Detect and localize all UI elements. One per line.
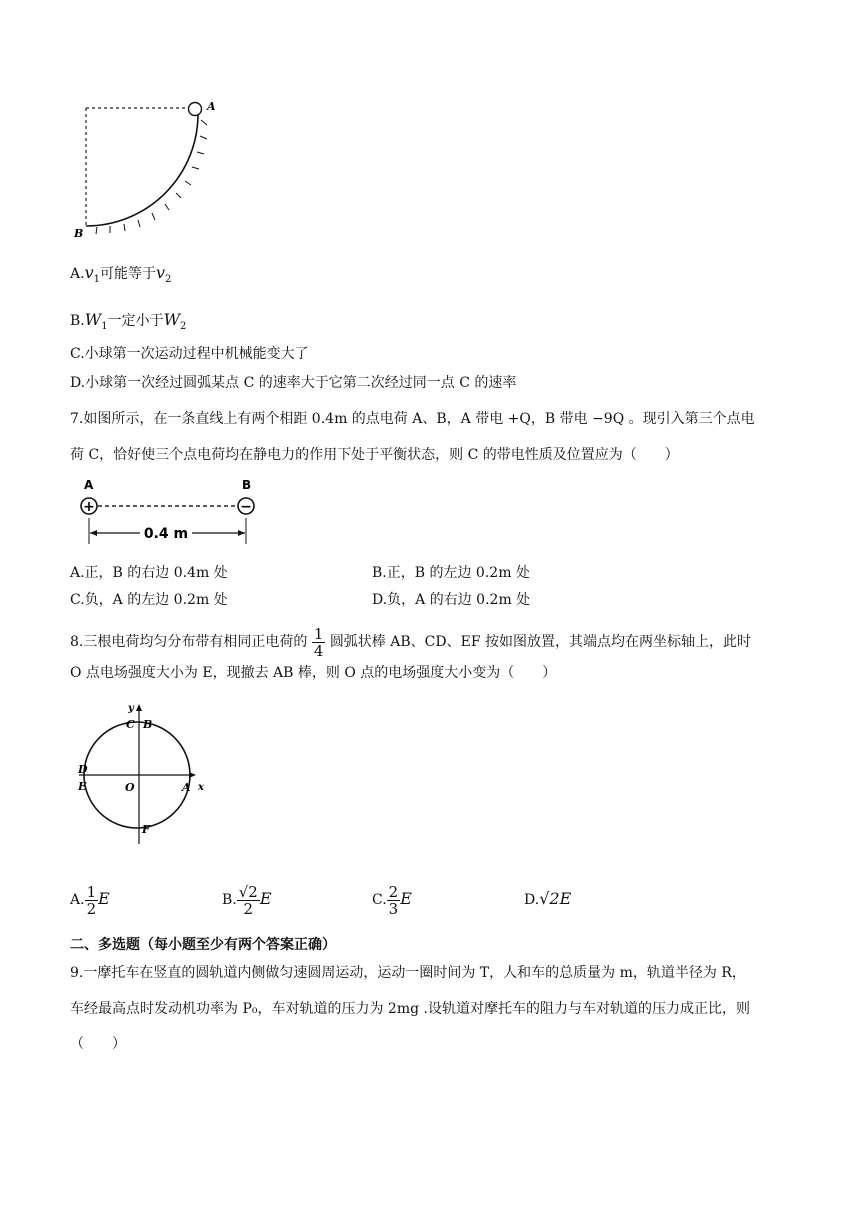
- symbol-w1: W: [84, 310, 102, 329]
- label-a: A: [84, 478, 94, 492]
- option-text: 一定小于: [107, 313, 164, 329]
- symbol-v1: v: [84, 263, 94, 282]
- option-prefix: D.: [524, 892, 540, 908]
- point-d: D: [78, 763, 88, 776]
- q6-option-a: [70, 264, 171, 289]
- fraction: [237, 884, 260, 917]
- fraction: [387, 884, 401, 917]
- option-text: 可能等于: [99, 266, 156, 282]
- q6-figure: [70, 96, 230, 246]
- fraction-quarter: [312, 626, 326, 659]
- fraction: [85, 884, 99, 917]
- q8-line1: [70, 624, 751, 660]
- symbol-e: E: [259, 889, 272, 908]
- symbol-w2: W: [163, 310, 181, 329]
- option-prefix: A.: [70, 266, 85, 282]
- q8-option-d: [524, 880, 571, 919]
- frac-den: 4: [313, 641, 324, 660]
- option-prefix: C.: [372, 892, 387, 908]
- q8-option-a: [70, 880, 110, 919]
- point-b: B: [143, 718, 153, 731]
- label-a: A: [207, 100, 216, 113]
- arrow-right: [238, 530, 245, 536]
- q9-line2: 车经最高点时发动机功率为 P₀，车对轨道的压力为 2mg .设轨道对摩托车的阻力与车对轨道的压力成正比，则: [70, 1001, 750, 1017]
- sub-1: 1: [101, 320, 108, 332]
- minus-sign: −: [240, 499, 252, 515]
- arrow-left: [90, 530, 97, 536]
- symbol-e: E: [98, 889, 110, 908]
- point-f: F: [142, 823, 150, 836]
- frac-num: 2: [388, 882, 399, 901]
- symbol-v2: v: [155, 263, 166, 282]
- track-hatching: [96, 120, 207, 234]
- q8-line1-pre: 8.三根电荷均匀分布带有相同正电荷的: [70, 634, 308, 650]
- sqrt2-e: √2E: [539, 889, 572, 908]
- q8-line1-post: 圆弧状棒 AB、CD、EF 按如图放置，其端点均在两坐标轴上，此时: [329, 634, 751, 650]
- frac-den: 2: [86, 899, 97, 918]
- axis-label-x: x: [198, 782, 204, 793]
- q6-option-b: [70, 311, 186, 336]
- q7-option-a: A.正，B 的右边 0.4m 处: [70, 565, 228, 581]
- sub-2: 2: [165, 273, 172, 285]
- point-c: C: [126, 718, 135, 731]
- q6-option-d: D.小球第一次经过圆弧某点 C 的速率大于它第二次经过同一点 C 的速率: [70, 375, 517, 391]
- sub-1: 1: [93, 273, 100, 285]
- point-a: A: [182, 781, 191, 794]
- frac-num: 1: [313, 624, 324, 643]
- q7-line1: 7.如图所示，在一条直线上有两个相距 0.4m 的点电荷 A、B，A 带电 +Q，B 带电 −9Q 。现引入第三个点电: [70, 411, 755, 427]
- q8-line2: O 点电场强度大小为 E，现撤去 AB 棒，则 O 点的电场强度大小变为（ ）: [70, 665, 557, 681]
- distance-label: 0.4 m: [143, 526, 189, 542]
- option-prefix: B.: [222, 892, 237, 908]
- symbol-e: E: [400, 889, 412, 908]
- point-e: E: [78, 780, 87, 793]
- q8-option-b: [222, 880, 272, 919]
- q7-option-d: D.负，A 的右边 0.2m 处: [372, 592, 531, 608]
- arc-track: [86, 114, 198, 226]
- q8-figure: [76, 698, 216, 856]
- label-b: B: [242, 478, 252, 492]
- q6-option-c: C.小球第一次运动过程中机械能变大了: [70, 346, 309, 362]
- frac-den: 3: [388, 899, 399, 918]
- frac-den: 2: [243, 899, 254, 918]
- section-title: 二、多选题（每小题至少有两个答案正确）: [70, 937, 336, 953]
- q9-line1: 9.一摩托车在竖直的圆轨道内侧做匀速圆周运动，运动一圈时间为 T，人和车的总质量为 m，轨道半径为 R，: [70, 965, 746, 981]
- plus-sign: +: [83, 499, 95, 515]
- q7-line2: 荷 C，恰好使三个点电荷均在静电力的作用下处于平衡状态，则 C 的带电性质及位置应为（ ）: [70, 447, 679, 463]
- option-prefix: A.: [70, 892, 85, 908]
- q7-option-c: C.负，A 的左边 0.2m 处: [70, 592, 228, 608]
- label-b: B: [74, 227, 84, 240]
- y-arrow: [136, 704, 142, 711]
- q7-option-b: B.正，B 的左边 0.2m 处: [372, 565, 530, 581]
- frac-num: 1: [86, 882, 97, 901]
- q8-option-c: [372, 880, 412, 919]
- ball: [189, 103, 202, 116]
- q9-line3: （ ）: [70, 1036, 126, 1052]
- axis-label-y: y: [128, 703, 134, 714]
- frac-num: √2: [238, 882, 258, 901]
- q7-figure: [74, 478, 264, 550]
- option-prefix: B.: [70, 313, 85, 329]
- origin-o: O: [125, 781, 135, 794]
- sub-2: 2: [180, 320, 187, 332]
